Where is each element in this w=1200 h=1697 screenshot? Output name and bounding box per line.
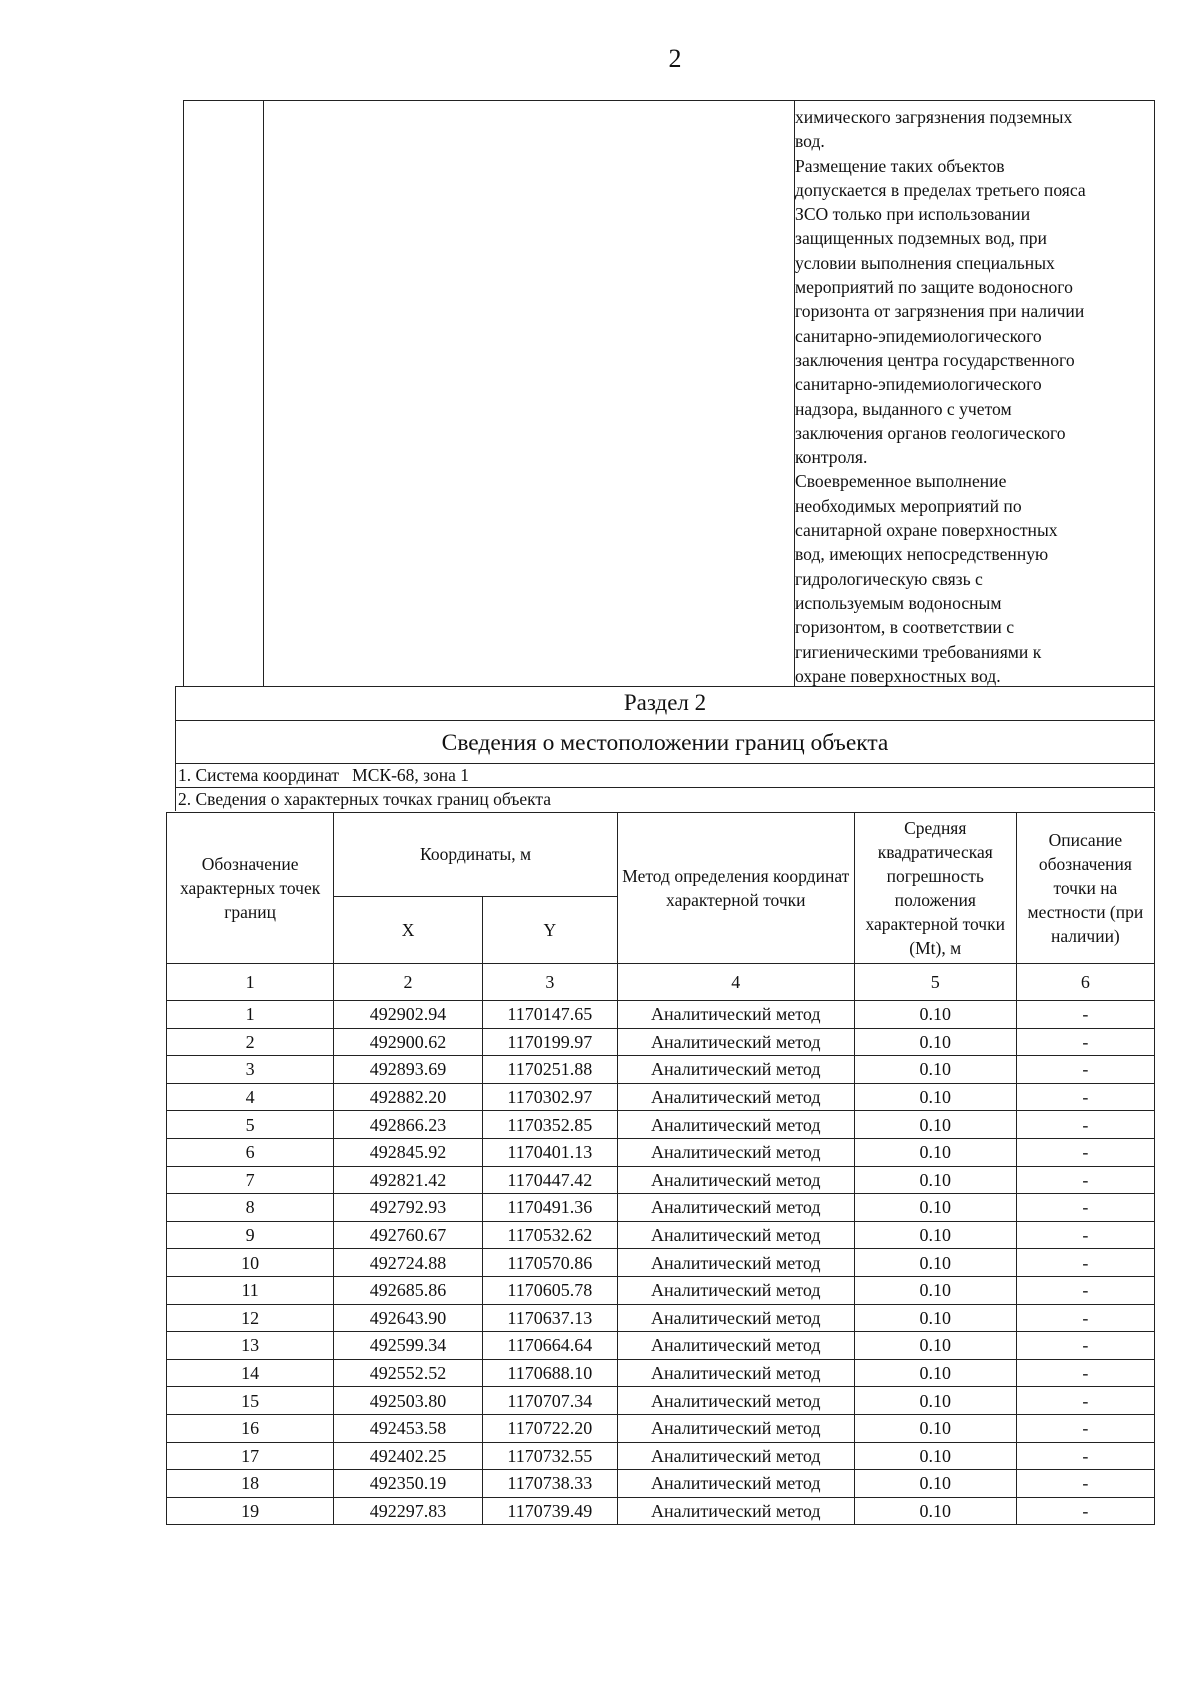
cell-coord-x: 492724.88 — [334, 1249, 483, 1277]
cell-description: - — [1016, 1332, 1154, 1360]
cell-point-id: 16 — [167, 1414, 334, 1442]
table-row — [167, 1028, 1155, 1056]
cell-method: Аналитический метод — [617, 1138, 854, 1166]
cell-description: - — [1016, 1166, 1154, 1194]
cell-coord-y: 1170722.20 — [482, 1414, 617, 1442]
continuation-line: заключения органов геологического — [795, 422, 1066, 443]
continuation-text — [795, 105, 1155, 690]
cell-coord-y: 1170637.13 — [482, 1304, 617, 1332]
cell-coord-y: 1170739.49 — [482, 1497, 617, 1525]
cell-coord-y: 1170570.86 — [482, 1249, 617, 1277]
continuation-line: санитарно-эпидемиологического — [795, 374, 1042, 395]
continuation-line: контроля. — [795, 447, 868, 468]
cell-point-id: 8 — [167, 1194, 334, 1222]
cell-coord-x: 492643.90 — [334, 1304, 483, 1332]
cell-point-id: 1 — [167, 1001, 334, 1029]
table-row — [167, 1138, 1155, 1166]
coord-system-value: МСК-68, зона 1 — [352, 765, 469, 785]
cell-point-id: 6 — [167, 1138, 334, 1166]
cell-method: Аналитический метод — [617, 1387, 854, 1415]
continuation-col-1 — [184, 101, 264, 686]
column-number: 6 — [1016, 964, 1154, 1001]
table-row — [167, 1497, 1155, 1525]
continuation-line: заключения центра государственного — [795, 349, 1075, 370]
coord-system-label: 1. Система координат — [178, 765, 340, 785]
cell-coord-y: 1170605.78 — [482, 1276, 617, 1304]
continuation-line: санитарной охране поверхностных — [795, 520, 1058, 541]
column-number: 3 — [482, 964, 617, 1001]
cell-error: 0.10 — [854, 1359, 1016, 1387]
page-number: 2 — [668, 44, 682, 73]
cell-coord-y: 1170199.97 — [482, 1028, 617, 1056]
cell-description: - — [1016, 1001, 1154, 1029]
cell-coord-y: 1170352.85 — [482, 1111, 617, 1139]
cell-description: - — [1016, 1304, 1154, 1332]
column-number: 4 — [617, 964, 854, 1001]
cell-point-id: 4 — [167, 1083, 334, 1111]
cell-error: 0.10 — [854, 1166, 1016, 1194]
continuation-line: защищенных подземных вод, при — [795, 228, 1047, 249]
continuation-line: вод. — [795, 131, 825, 152]
cell-error: 0.10 — [854, 1387, 1016, 1415]
continuation-line: санитарно-эпидемиологического — [795, 325, 1042, 346]
cell-method: Аналитический метод — [617, 1083, 854, 1111]
continuation-line: гигиеническими требованиями к — [795, 641, 1042, 662]
cell-point-id: 11 — [167, 1276, 334, 1304]
cell-coord-x: 492866.23 — [334, 1111, 483, 1139]
cell-description: - — [1016, 1497, 1154, 1525]
cell-method: Аналитический метод — [617, 1332, 854, 1360]
cell-point-id: 9 — [167, 1221, 334, 1249]
cell-coord-x: 492845.92 — [334, 1138, 483, 1166]
table-row — [167, 1359, 1155, 1387]
cell-coord-x: 492792.93 — [334, 1194, 483, 1222]
table-row — [167, 1387, 1155, 1415]
continuation-line: горизонта от загрязнения при наличии — [795, 301, 1085, 322]
continuation-line: необходимых мероприятий по — [795, 495, 1022, 516]
cell-description: - — [1016, 1138, 1154, 1166]
cell-coord-y: 1170147.65 — [482, 1001, 617, 1029]
cell-coord-x: 492599.34 — [334, 1332, 483, 1360]
continuation-line: Своевременное выполнение — [795, 471, 1007, 492]
continuation-table — [183, 100, 1155, 686]
continuation-line: мероприятий по защите водоносного — [795, 277, 1073, 298]
continuation-line: химического загрязнения подземных — [795, 107, 1073, 127]
section-subtitle: Сведения о местоположении границ объекта — [175, 720, 1155, 763]
cell-method: Аналитический метод — [617, 1194, 854, 1222]
header-x: X — [334, 896, 483, 963]
cell-description: - — [1016, 1470, 1154, 1498]
cell-point-id: 19 — [167, 1497, 334, 1525]
cell-error: 0.10 — [854, 1138, 1016, 1166]
cell-error: 0.10 — [854, 1001, 1016, 1029]
cell-point-id: 17 — [167, 1442, 334, 1470]
continuation-line: допускается в пределах третьего пояса — [795, 179, 1086, 200]
continuation-line: охране поверхностных вод. — [795, 665, 1001, 686]
header-description: Описание обозначения точки на местности (при наличии) — [1016, 813, 1154, 964]
cell-coord-y: 1170401.13 — [482, 1138, 617, 1166]
cell-coord-y: 1170302.97 — [482, 1083, 617, 1111]
cell-coord-x: 492350.19 — [334, 1470, 483, 1498]
cell-method: Аналитический метод — [617, 1001, 854, 1029]
table-row — [167, 1332, 1155, 1360]
continuation-line: вод, имеющих непосредственную — [795, 544, 1049, 565]
points-label: 2. Сведения о характерных точках границ объекта — [175, 787, 1155, 811]
table-row — [167, 1221, 1155, 1249]
cell-method: Аналитический метод — [617, 1414, 854, 1442]
cell-coord-x: 492902.94 — [334, 1001, 483, 1029]
continuation-line: надзора, выданного с учетом — [795, 398, 1012, 419]
cell-point-id: 14 — [167, 1359, 334, 1387]
cell-method: Аналитический метод — [617, 1028, 854, 1056]
cell-method: Аналитический метод — [617, 1166, 854, 1194]
cell-coord-y: 1170738.33 — [482, 1470, 617, 1498]
coordinates-table — [166, 812, 1155, 1525]
column-number-row — [167, 964, 1155, 1001]
cell-point-id: 2 — [167, 1028, 334, 1056]
table-row — [167, 1276, 1155, 1304]
cell-coord-y: 1170532.62 — [482, 1221, 617, 1249]
cell-error: 0.10 — [854, 1442, 1016, 1470]
coord-system-line — [175, 763, 1155, 787]
cell-point-id: 15 — [167, 1387, 334, 1415]
cell-coord-x: 492900.62 — [334, 1028, 483, 1056]
continuation-line: Размещение таких объектов — [795, 155, 1005, 176]
cell-description: - — [1016, 1442, 1154, 1470]
header-coordinates: Координаты, м — [334, 813, 618, 897]
cell-coord-y: 1170251.88 — [482, 1056, 617, 1084]
table-row — [167, 1414, 1155, 1442]
cell-description: - — [1016, 1194, 1154, 1222]
table-row — [167, 1166, 1155, 1194]
cell-coord-x: 492297.83 — [334, 1497, 483, 1525]
table-row — [167, 1194, 1155, 1222]
cell-error: 0.10 — [854, 1332, 1016, 1360]
continuation-line: ЗСО только при использовании — [795, 204, 1031, 225]
cell-coord-x: 492821.42 — [334, 1166, 483, 1194]
cell-method: Аналитический метод — [617, 1442, 854, 1470]
cell-error: 0.10 — [854, 1194, 1016, 1222]
cell-method: Аналитический метод — [617, 1304, 854, 1332]
continuation-line: горизонтом, в соответствии с — [795, 617, 1015, 638]
cell-description: - — [1016, 1249, 1154, 1277]
cell-coord-x: 492453.58 — [334, 1414, 483, 1442]
cell-description: - — [1016, 1359, 1154, 1387]
cell-method: Аналитический метод — [617, 1221, 854, 1249]
cell-coord-y: 1170732.55 — [482, 1442, 617, 1470]
cell-coord-y: 1170664.64 — [482, 1332, 617, 1360]
cell-error: 0.10 — [854, 1083, 1016, 1111]
cell-description: - — [1016, 1083, 1154, 1111]
cell-point-id: 7 — [167, 1166, 334, 1194]
cell-coord-x: 492893.69 — [334, 1056, 483, 1084]
header-error: Средняя квадратическая погрешность положения характерной точки (Mt), м — [854, 813, 1016, 964]
table-row — [167, 1111, 1155, 1139]
cell-coord-x: 492552.52 — [334, 1359, 483, 1387]
cell-coord-y: 1170447.42 — [482, 1166, 617, 1194]
cell-description: - — [1016, 1056, 1154, 1084]
cell-error: 0.10 — [854, 1414, 1016, 1442]
cell-coord-x: 492685.86 — [334, 1276, 483, 1304]
section-title: Раздел 2 — [175, 686, 1155, 720]
cell-error: 0.10 — [854, 1221, 1016, 1249]
table-row — [167, 1442, 1155, 1470]
cell-description: - — [1016, 1028, 1154, 1056]
table-row — [167, 1056, 1155, 1084]
cell-point-id: 13 — [167, 1332, 334, 1360]
cell-coord-y: 1170491.36 — [482, 1194, 617, 1222]
cell-point-id: 5 — [167, 1111, 334, 1139]
cell-error: 0.10 — [854, 1056, 1016, 1084]
cell-error: 0.10 — [854, 1304, 1016, 1332]
cell-description: - — [1016, 1221, 1154, 1249]
header-method: Метод определения координат характерной точки — [617, 813, 854, 964]
cell-error: 0.10 — [854, 1028, 1016, 1056]
cell-method: Аналитический метод — [617, 1249, 854, 1277]
cell-description: - — [1016, 1276, 1154, 1304]
cell-error: 0.10 — [854, 1276, 1016, 1304]
cell-coord-y: 1170707.34 — [482, 1387, 617, 1415]
table-row — [167, 1083, 1155, 1111]
cell-point-id: 12 — [167, 1304, 334, 1332]
table-row — [167, 1304, 1155, 1332]
cell-point-id: 3 — [167, 1056, 334, 1084]
cell-error: 0.10 — [854, 1249, 1016, 1277]
continuation-line: условии выполнения специальных — [795, 252, 1055, 273]
cell-coord-x: 492760.67 — [334, 1221, 483, 1249]
cell-method: Аналитический метод — [617, 1276, 854, 1304]
cell-method: Аналитический метод — [617, 1359, 854, 1387]
cell-coord-y: 1170688.10 — [482, 1359, 617, 1387]
cell-method: Аналитический метод — [617, 1470, 854, 1498]
cell-method: Аналитический метод — [617, 1111, 854, 1139]
continuation-line: используемым водоносным — [795, 592, 1002, 613]
cell-method: Аналитический метод — [617, 1056, 854, 1084]
table-row — [167, 1470, 1155, 1498]
cell-description: - — [1016, 1387, 1154, 1415]
cell-description: - — [1016, 1111, 1154, 1139]
table-row — [167, 1249, 1155, 1277]
cell-description: - — [1016, 1414, 1154, 1442]
column-number: 1 — [167, 964, 334, 1001]
cell-coord-x: 492882.20 — [334, 1083, 483, 1111]
cell-method: Аналитический метод — [617, 1497, 854, 1525]
header-designation: Обозначение характерных точек границ — [167, 813, 334, 964]
cell-error: 0.10 — [854, 1497, 1016, 1525]
cell-point-id: 18 — [167, 1470, 334, 1498]
cell-point-id: 10 — [167, 1249, 334, 1277]
header-y: Y — [482, 896, 617, 963]
column-number: 2 — [334, 964, 483, 1001]
cell-coord-x: 492402.25 — [334, 1442, 483, 1470]
cell-error: 0.10 — [854, 1111, 1016, 1139]
cell-error: 0.10 — [854, 1470, 1016, 1498]
continuation-col-2 — [264, 101, 795, 686]
table-row — [167, 1001, 1155, 1029]
cell-coord-x: 492503.80 — [334, 1387, 483, 1415]
column-number: 5 — [854, 964, 1016, 1001]
continuation-line: гидрологическую связь с — [795, 568, 983, 589]
